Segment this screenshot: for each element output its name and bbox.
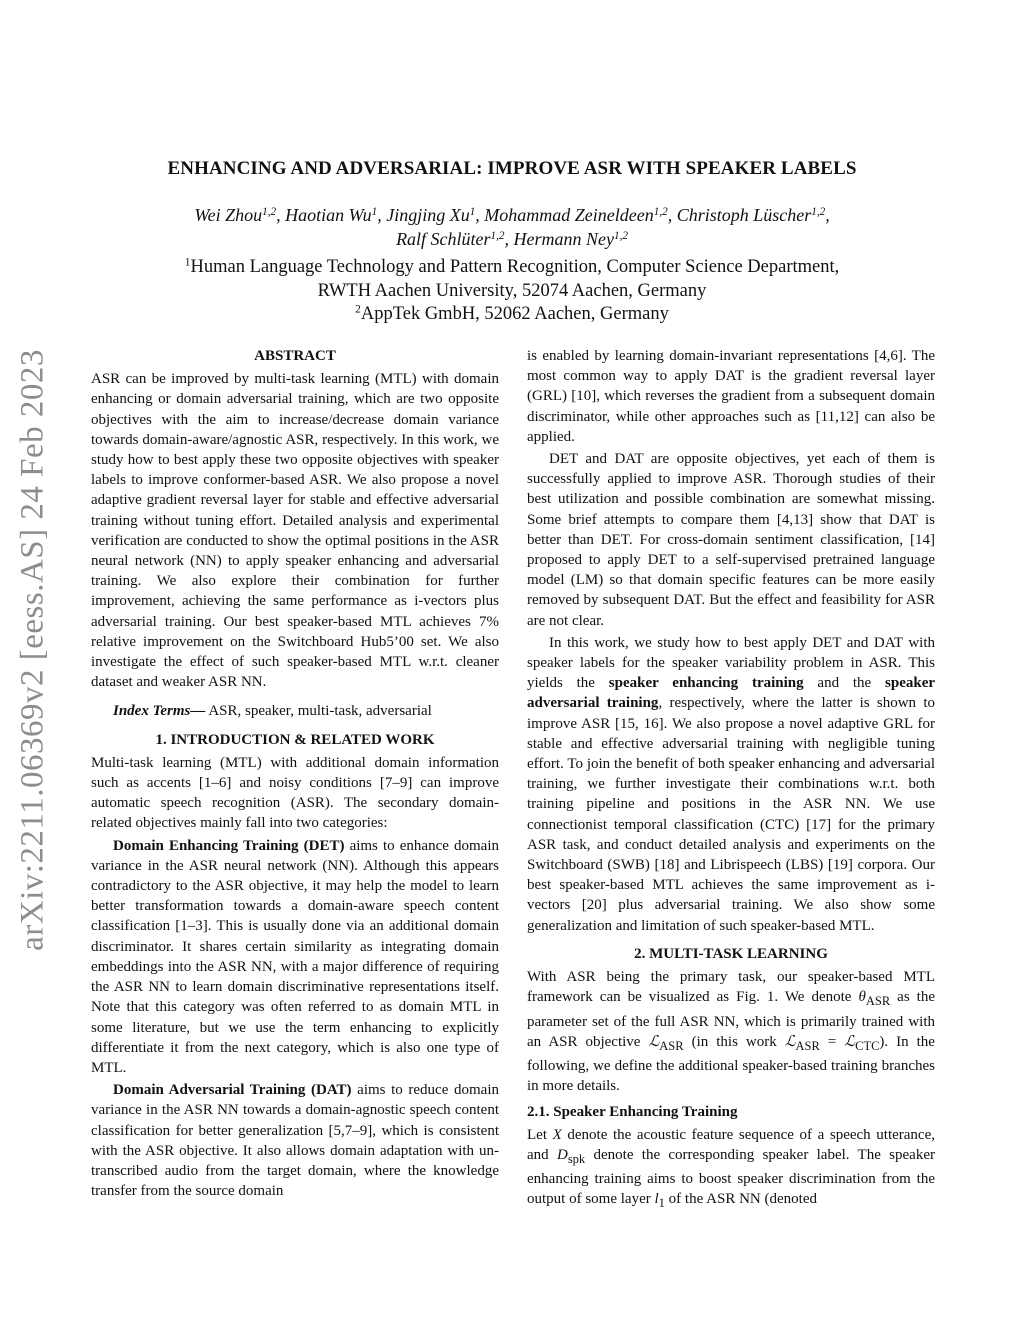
section-2-heading: 2. MULTI-TASK LEARNING	[634, 945, 828, 962]
index-terms-label: Index Terms—	[113, 703, 206, 720]
math-d: D	[556, 1146, 568, 1163]
math-x: X	[552, 1126, 562, 1143]
speaker-enhancing-paragraph	[527, 1125, 935, 1214]
det-term: Domain Enhancing Training (DET)	[113, 837, 345, 854]
section-1-heading: 1. INTRODUCTION & RELATED WORK	[155, 731, 435, 748]
affiliation-text: AppTek GmbH, 52062 Aachen, Germany	[360, 304, 669, 324]
affiliation-mark: 1,2	[490, 229, 505, 242]
abstract-text: ASR can be improved by multi-task learning (MTL) with domain enhancing or domain adversarial training, which are two opposite objectives with the aim to increase/decrease domain variance towards domain-aware/agnostic ASR, respectively. In this work, we study how to best apply these two opposite objectives with speaker labels to improve conformer-based ASR. We also propose a novel adaptive gradient reversal layer for stable and effective adversarial training without tuning effort. Detailed analysis and experimental verification are conducted to show the optimal positions in the ASR neural network (NN) to apply speaker enhancing and adversarial training. We also explore their combination for further improvement, achieving the same performance as i-vectors plus adversarial training. Our best speaker-based MTL achieves 7% relative improvement on the Switchboard Hub5’00 set. We also investigate the effect of such speaker-based MTL w.r.t. cleaner dataset and weaker ASR NN.	[91, 371, 499, 691]
subsection-2-1-heading: 2.1. Speaker Enhancing Training	[527, 1104, 738, 1121]
author-name: Hermann Ney	[513, 229, 614, 249]
paragraph-text: (in this work	[683, 1033, 785, 1050]
index-terms-text: ASR, speaker, multi-task, adversarial	[208, 703, 432, 720]
speaker-adversarial-term: speaker adversarial training	[527, 675, 936, 712]
det-paragraph	[91, 836, 499, 1078]
abstract-heading: ABSTRACT	[254, 348, 336, 364]
affiliation-mark: 1	[469, 205, 476, 218]
affiliation-mark: 1	[371, 205, 378, 218]
math-subscript: ASR	[865, 994, 891, 1009]
math-loss: ℒ	[648, 1033, 660, 1050]
index-terms	[91, 701, 499, 721]
affiliation-block	[0, 256, 1024, 327]
affiliation-1	[0, 256, 1024, 280]
author-name: Haotian Wu	[285, 205, 372, 225]
math-subscript: ASR	[795, 1038, 820, 1053]
paragraph-text: , respectively, where the latter is shown to improve ASR [15, 16]. We also propose a novel adaptive GRL for stable and effective adversarial training with negligible tuning effort. To join the benefit of both speaker enhancing and adversarial training, we further investigate their combinations w.r.t. both training pipeline and positions in the ASR NN. We use connectionist temporal classification (CTC) [17] for the primary ASR task, and conduct detailed analysis and experiments on the Switchboard (SWB) [18] and Librispeech (LBS) [19] corpora. Our best speaker-based MTL achieves the same improvement as i-vectors [20] plus adversarial training. We also show some generalization and limitation of such speaker-based MTL.	[527, 695, 935, 934]
mtl-paragraph	[527, 967, 935, 1096]
paragraph-text: ). In the following, we define the additional speaker-based training branches in more details.	[527, 1033, 935, 1095]
det-text: aims to enhance domain variance in the ASR neural network (NN). Although this appears contradictory to the ASR objective, it may help the model to learn better transformation towards a domain-aware speech content classification [1–3]. This is usually done via an additional domain discriminator. It shares certain similarity as integrating domain embeddings into the ASR NN, with a major difference of requiring the ASR NN to learn domain discriminative representations itself. Note that this category was often referred to as domain MTL in some literature, but we use the term enhancing to explicitly differentiate it from the next category, which is also one type of MTL.	[91, 837, 499, 1076]
math-theta: θ	[858, 989, 866, 1006]
math-loss: ℒ	[784, 1033, 796, 1050]
affiliation-2	[0, 303, 1024, 327]
arxiv-identifier: arXiv:2211.06369v2 [eess.AS] 24 Feb 2023	[14, 349, 51, 951]
math-l: l	[654, 1191, 659, 1208]
left-column	[91, 346, 499, 1201]
paragraph-text: denote the corresponding speaker label. The speaker enhancing training aims to boost speaker discrimination from the output of some layer	[527, 1146, 935, 1208]
math-equals: =	[819, 1033, 845, 1050]
paragraph-text: as the parameter set of the full ASR NN, which is primarily trained with an ASR objective	[527, 989, 936, 1050]
affiliation-mark: 1,2	[262, 205, 277, 218]
affiliation-mark: 1,2	[653, 205, 668, 218]
right-column	[527, 346, 935, 1213]
intro-paragraph: Multi-task learning (MTL) with additional domain information such as accents [1–6] and noisy conditions [7–9] can improve automatic speech recognition (ASR). The secondary domain-related objectives mainly fall into two categories:	[91, 754, 499, 832]
paragraph-text: of the ASR NN (denoted	[664, 1191, 817, 1208]
affiliation-mark: 1,2	[811, 205, 826, 218]
this-work-paragraph	[527, 633, 935, 936]
math-subscript: ASR	[659, 1038, 684, 1053]
affiliation-mark: 1,2	[613, 229, 628, 242]
paper-title: ENHANCING AND ADVERSARIAL: IMPROVE ASR WITH SPEAKER LABELS	[167, 158, 857, 179]
dat-paragraph	[91, 1080, 499, 1201]
author-name: Wei Zhou	[194, 205, 263, 225]
paragraph-text: Let	[527, 1126, 553, 1143]
dat-paragraph-continued: is enabled by learning domain-invariant representations [4,6]. The most common way to apply DAT is the gradient reversal layer (GRL) [10], which reverses the gradient from a subsequent domain discriminator, while other approaches such as [11,12] can also be applied.	[527, 348, 935, 445]
speaker-enhancing-term: speaker enhancing training	[608, 675, 804, 692]
paragraph-text: and the	[803, 675, 886, 692]
author-list: Wei Zhou$^{1,2}$, Haotian Wu$^1$, Jingjing Xu$^1$, Mohammad Zeineldeen$^{1,2}$, Christoph Lüscher$^{1,2}$, Ralf Schlüter$^{1,2}$, Hermann Ney$^{1,2}$	[194, 205, 830, 249]
affiliation-mark: 2	[355, 303, 361, 316]
author-name: Mohammad Zeineldeen	[484, 205, 654, 225]
affiliation-1-address: RWTH Aachen University, 52074 Aachen, Germany	[317, 280, 707, 301]
author-name: Christoph Lüscher	[676, 205, 812, 225]
author-name: Jingjing Xu	[386, 205, 470, 225]
dat-term: Domain Adversarial Training (DAT)	[113, 1082, 352, 1099]
paragraph-text: denote the acoustic feature sequence of a speech utterance, and	[527, 1126, 935, 1163]
math-loss: ℒ	[844, 1033, 856, 1050]
paragraph-text: In this work, we study how to best apply DET and DAT with speaker labels for the speaker variability problem in ASR. This yields the	[527, 634, 935, 692]
dat-text: aims to reduce domain variance in the ASR NN towards a domain-agnostic speech content classification for better generalization [5,7–9], which is consistent with the ASR objective. It also allows domain adaptation with un-transcribed audio from the target domain, where the knowledge transfer from the source domain	[91, 1082, 499, 1200]
math-subscript: spk	[567, 1151, 586, 1166]
affiliation-text: Human Language Technology and Pattern Recognition, Computer Science Department,	[190, 257, 840, 277]
affiliation-mark: 1	[184, 256, 191, 269]
math-subscript: CTC	[855, 1038, 880, 1053]
paragraph-text: With ASR being the primary task, our speaker-based MTL framework can be visualized as Fig. 1. We denote	[527, 969, 935, 1006]
math-subscript: 1	[658, 1196, 665, 1211]
opposite-objectives-paragraph: DET and DAT are opposite objectives, yet each of them is successfully applied to improve ASR. Thorough studies of their best utilization and possible combination are somewhat missing. Some brief attempts to compare them [4,13] show that DAT is better than DET. For cross-domain sentiment classification, [14] proposed to apply DET to a self-supervised pretrained language model (LM) so that domain specific features can be more easily removed by subsequent DAT. But the effect and feasibility for ASR are not clear.	[527, 451, 935, 629]
author-name: Ralf Schlüter	[396, 229, 491, 249]
